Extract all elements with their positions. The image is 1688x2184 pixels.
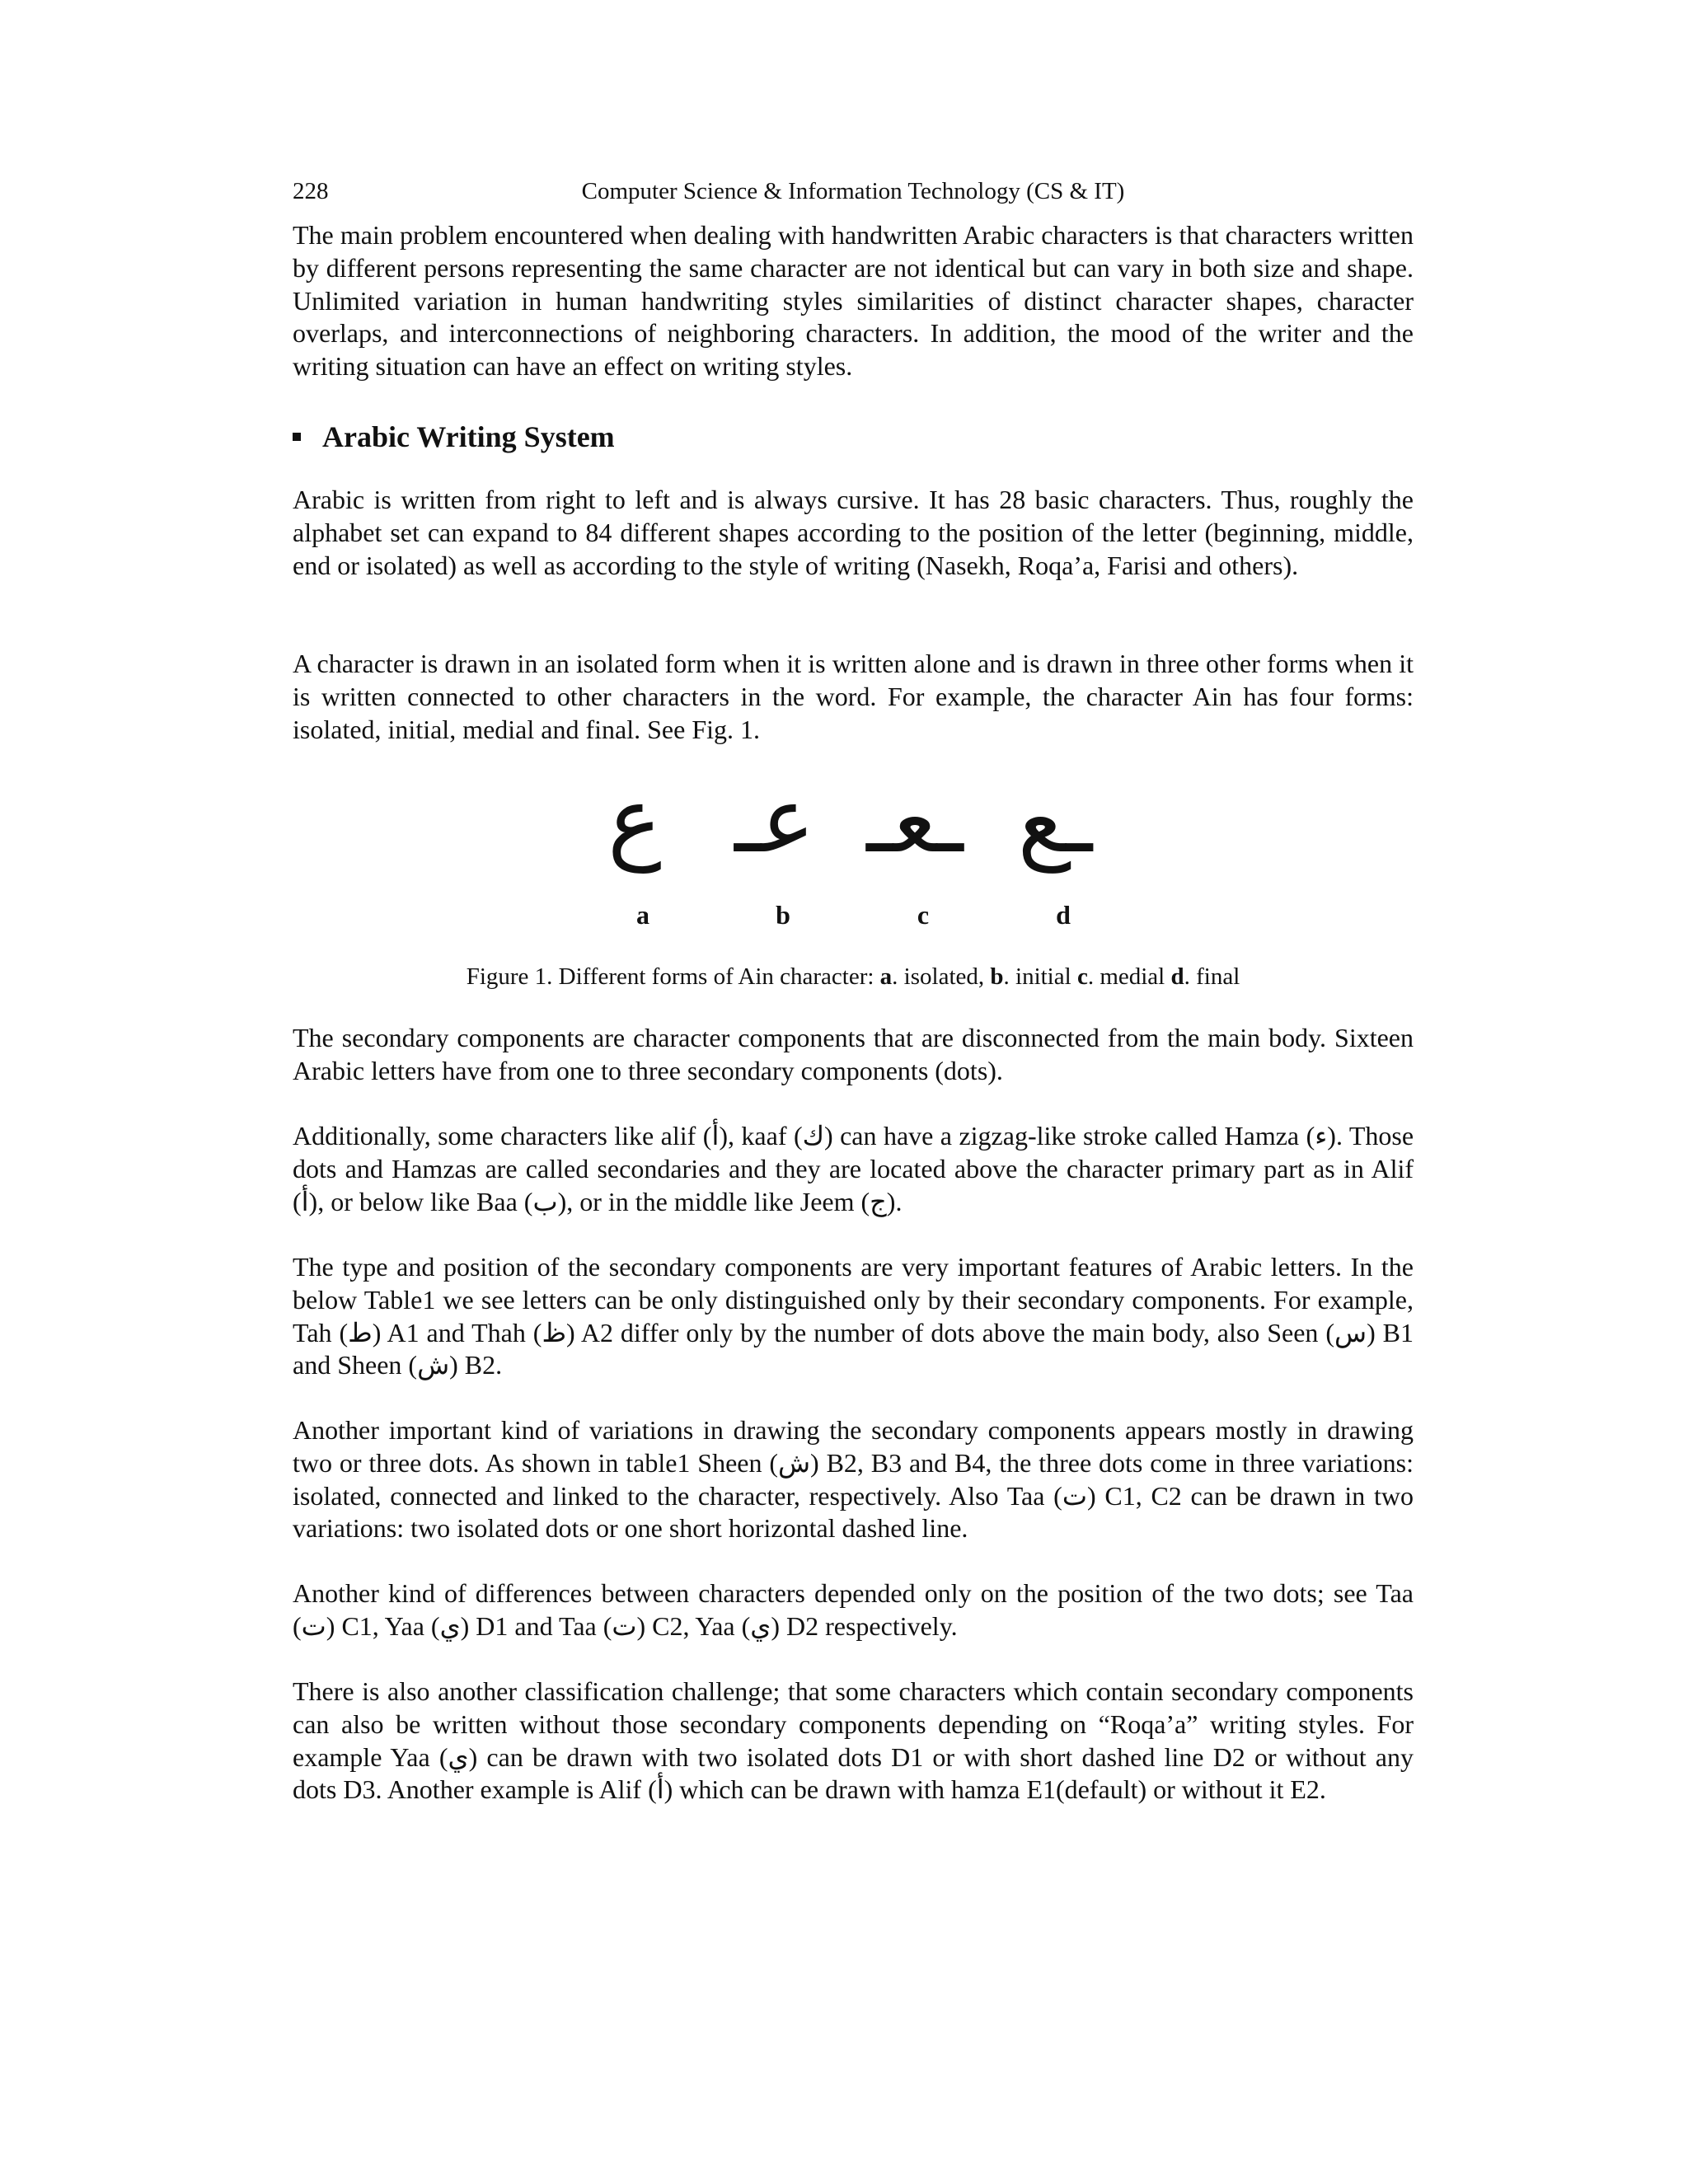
- section-heading: [293, 416, 615, 457]
- running-header: [293, 173, 1414, 209]
- figure-caption: [293, 960, 1414, 993]
- paragraph-writing-direction: Arabic is written from right to left and is always cursive. It has 28 basic characters. Thus, roughly the alphabet set can expand to 84 different shapes according to the position of the letter (beginning, middle, end or isolated) as well as according to the style of writing (Nasekh, Roqa’a, Farisi and others).: [293, 485, 1414, 580]
- figure-ain-forms: [569, 766, 1129, 931]
- caption-text-c: . medial: [1087, 963, 1171, 990]
- paragraph-hamza: Additionally, some characters like alif (أ), kaaf (ك) can have a zigzag-like stroke called Hamza (ء). Those dots and Hamzas are called secondaries and they are located above the character primary part as in Alif (أ), or below like Baa (ب), or in the middle like Jeem (ج).: [293, 1121, 1414, 1216]
- ain-medial-glyph: ـعـ: [866, 767, 964, 873]
- square-bullet-icon: [293, 433, 301, 441]
- paragraph-character-forms: A character is drawn in an isolated form when it is written alone and is drawn in three other forms when it is written connected to other characters in the word. For example, the character Ain has four forms: isolated, initial, medial and final. See Fig. 1.: [293, 649, 1414, 744]
- caption-letter-b: b: [990, 963, 1004, 990]
- ain-isolated-glyph: ع: [607, 767, 662, 873]
- page-number: 228: [293, 178, 329, 204]
- paragraph-classification-challenge: There is also another classification challenge; that some characters which contain secondary components can also be written without those secondary components depending on “Roqa’a” writing styles. For example Yaa (ي) can be drawn with two isolated dots D1 or with short dashed line D2 or without any dots D3. Another example is Alif (أ) which can be drawn with hamza E1(default) or without it E2.: [293, 1676, 1414, 1805]
- caption-letter-c: c: [1076, 963, 1088, 990]
- paragraph-dot-position: Another kind of differences between characters depended only on the position of the two dots; see Taa (ت) C1, Yaa (ي) D1 and Taa (ت) C2, Yaa (ي) D2 respectively.: [293, 1578, 1414, 1641]
- caption-prefix: Figure 1. Different forms of Ain character:: [466, 963, 880, 990]
- figure-label-d: d: [1056, 900, 1071, 930]
- figure-label-b: b: [776, 900, 790, 930]
- caption-letter-a: a: [879, 963, 893, 990]
- caption-text-d: . final: [1184, 963, 1240, 990]
- paragraph-dot-variations: Another important kind of variations in drawing the secondary components appears mostly in drawing two or three dots. As shown in table1 Sheen (ش) B2, B3 and B4, the three dots come in three variations: isolated, connected and linked to the character, respectively. Also Taa (ت) C1, C2 can be drawn in two variations: two isolated dots or one short horizontal dashed line.: [293, 1415, 1414, 1544]
- figure-label-a: a: [636, 900, 649, 930]
- ain-final-glyph: ـع: [1017, 767, 1093, 873]
- caption-letter-d: d: [1170, 963, 1184, 990]
- intro-paragraph: The main problem encountered when dealing with handwritten Arabic characters is that characters written by different persons representing the same character are not identical but can vary in both size and shape. Unlimited variation in human handwriting styles similarities of distinct character shapes, character overlaps, and interconnections of neighboring characters. In addition, the mood of the writer and the writing situation can have an effect on writing styles.: [293, 220, 1414, 382]
- section-heading-text: Arabic Writing System: [322, 420, 615, 453]
- caption-text-a: . isolated,: [892, 963, 991, 990]
- figure-label-c: c: [917, 900, 930, 930]
- ain-initial-glyph: عـ: [734, 767, 815, 873]
- journal-title: Computer Science & Information Technology (CS & IT): [581, 178, 1125, 204]
- caption-text-b: . initial: [1003, 963, 1077, 990]
- paragraph-secondary-components: The secondary components are character components that are disconnected from the main body. Sixteen Arabic letters have from one to three secondary components (dots).: [293, 1023, 1414, 1085]
- paragraph-secondary-features: The type and position of the secondary components are very important features of Arabic letters. In the below Table1 we see letters can be only distinguished only by their secondary components. For example, Tah (ط) A1 and Thah (ظ) A2 differ only by the number of dots above the main body, also Seen (س) B1 and Sheen (ش) B2.: [293, 1252, 1414, 1380]
